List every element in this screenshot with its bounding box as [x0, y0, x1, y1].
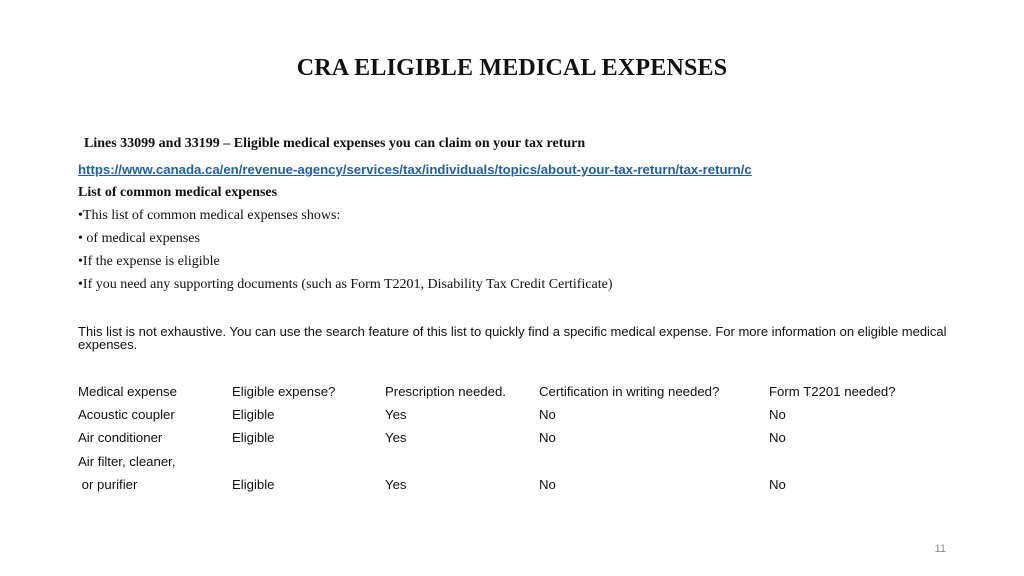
table-cell: Acoustic coupler [78, 407, 175, 423]
table-cell [769, 450, 909, 473]
column-header: Form T2201 needed? [769, 384, 896, 400]
table-cell [539, 450, 769, 473]
table-header-row [78, 380, 909, 403]
bullet-item: •If the expense is eligible [78, 254, 220, 269]
bullet-item: • of medical expenses [78, 231, 200, 246]
table-cell: No [769, 430, 786, 446]
table-cell: Eligible [232, 407, 275, 423]
table-row [78, 473, 909, 496]
bullet-item: •If you need any supporting documents (such as Form T2201, Disability Tax Credit Certificate) [78, 277, 613, 292]
page-title: CRA ELIGIBLE MEDICAL EXPENSES [296, 55, 728, 81]
table-cell [232, 450, 385, 473]
column-header: Certification in writing needed? [539, 384, 720, 400]
table-cell: Yes [385, 476, 407, 492]
table-cell: No [539, 430, 556, 446]
table-cell: Eligible [232, 430, 275, 446]
table-cell [385, 450, 539, 473]
table-cell: Eligible [232, 476, 275, 492]
table-cell: No [769, 407, 786, 423]
bullet-item: •This list of common medical expenses shows: [78, 208, 341, 223]
note-paragraph: This list is not exhaustive. You can use the search feature of this list to quickly find a specific medical expense. For more information on eligible medical expenses. [78, 324, 947, 352]
table-cell: Yes [385, 430, 407, 446]
table-row [78, 450, 909, 473]
table-cell: Air filter, cleaner, [78, 453, 176, 469]
column-header: Prescription needed. [385, 384, 506, 400]
table-cell: Air conditioner [78, 430, 163, 446]
list-heading: List of common medical expenses [78, 185, 278, 200]
column-header: Medical expense [78, 384, 177, 400]
subtitle: Lines 33099 and 33199 – Eligible medical expenses you can claim on your tax return [84, 136, 586, 151]
table-cell: No [539, 407, 556, 423]
page-number: 11 [934, 543, 946, 555]
column-header: Eligible expense? [232, 384, 336, 400]
expenses-table [78, 380, 909, 496]
cra-link[interactable]: https://www.canada.ca/en/revenue-agency/services/tax/individuals/topics/about-your-tax-return/tax-return/c [78, 162, 752, 177]
table-cell: No [769, 476, 786, 492]
table-cell: or purifier [78, 476, 138, 492]
table-row [78, 426, 909, 449]
table-cell: No [539, 476, 556, 492]
table-row [78, 403, 909, 426]
table-cell: Yes [385, 407, 407, 423]
